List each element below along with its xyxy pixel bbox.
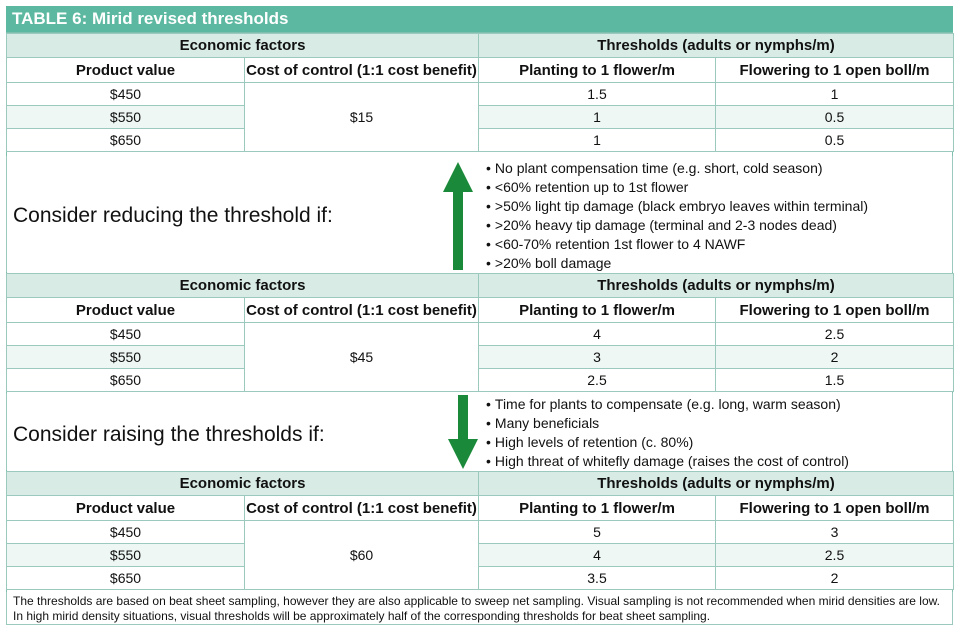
cost-of-control-header: Cost of control (1:1 cost benefit)	[245, 298, 479, 323]
raise-conditions-list	[486, 395, 849, 471]
list-item: • Time for plants to compensate (e.g. long, warm season)	[486, 395, 849, 414]
table-footnote: The thresholds are based on beat sheet sampling, however they are also applicable to sweep net sampling. Visual sampling is not recommended when mirid densities are low. In high mirid density situations, visual thresholds will be approximately half of the corresponding thresholds for beat sheet sampling.	[6, 592, 953, 625]
flowering-header: Flowering to 1 open boll/m	[716, 58, 954, 83]
threshold-table-2	[6, 273, 954, 392]
planting-threshold-cell: 1	[479, 129, 716, 152]
product-value-cell: $450	[7, 521, 245, 544]
list-item: • >20% heavy tip damage (terminal and 2-3 nodes dead)	[486, 216, 868, 235]
cost-of-control-header: Cost of control (1:1 cost benefit)	[245, 58, 479, 83]
product-value-cell: $550	[7, 346, 245, 369]
raise-threshold-label: Consider raising the thresholds if:	[13, 423, 325, 446]
cost-of-control-header: Cost of control (1:1 cost benefit)	[245, 496, 479, 521]
planting-threshold-cell: 3.5	[479, 567, 716, 590]
list-item: • >50% light tip damage (black embryo leaves within terminal)	[486, 197, 868, 216]
flowering-threshold-cell: 1	[716, 83, 954, 106]
product-value-header: Product value	[7, 58, 245, 83]
planting-threshold-cell: 4	[479, 323, 716, 346]
flowering-threshold-cell: 0.5	[716, 106, 954, 129]
product-value-header: Product value	[7, 298, 245, 323]
planting-threshold-cell: 3	[479, 346, 716, 369]
list-item: • <60-70% retention 1st flower to 4 NAWF	[486, 235, 868, 254]
list-item: • No plant compensation time (e.g. short, cold season)	[486, 159, 868, 178]
thresholds-header: Thresholds (adults or nymphs/m)	[479, 34, 954, 58]
planting-threshold-cell: 2.5	[479, 369, 716, 392]
thresholds-header: Thresholds (adults or nymphs/m)	[479, 472, 954, 496]
thresholds-header: Thresholds (adults or nymphs/m)	[479, 274, 954, 298]
threshold-table-3	[6, 471, 954, 590]
table-title-text: Mirid revised thresholds	[91, 9, 289, 28]
product-value-cell: $550	[7, 106, 245, 129]
arrow-up-icon	[443, 162, 473, 270]
product-value-header: Product value	[7, 496, 245, 521]
planting-threshold-cell: 1	[479, 106, 716, 129]
product-value-cell: $650	[7, 567, 245, 590]
flowering-threshold-cell: 1.5	[716, 369, 954, 392]
threshold-table-1	[6, 33, 954, 152]
raise-threshold-guidance	[6, 393, 953, 470]
product-value-cell: $450	[7, 323, 245, 346]
product-value-cell: $650	[7, 369, 245, 392]
planting-header: Planting to 1 flower/m	[479, 298, 716, 323]
economic-factors-header: Economic factors	[7, 472, 479, 496]
list-item: • Many beneficials	[486, 414, 849, 433]
product-value-cell: $450	[7, 83, 245, 106]
flowering-header: Flowering to 1 open boll/m	[716, 298, 954, 323]
list-item: • High threat of whitefly damage (raises the cost of control)	[486, 452, 849, 471]
flowering-threshold-cell: 2.5	[716, 544, 954, 567]
cost-of-control-cell: $60	[245, 521, 479, 590]
list-item: • <60% retention up to 1st flower	[486, 178, 868, 197]
cost-of-control-cell: $45	[245, 323, 479, 392]
reduce-threshold-label: Consider reducing the threshold if:	[13, 204, 333, 227]
economic-factors-header: Economic factors	[7, 34, 479, 58]
product-value-cell: $550	[7, 544, 245, 567]
planting-header: Planting to 1 flower/m	[479, 58, 716, 83]
list-item: • >20% boll damage	[486, 254, 868, 273]
flowering-threshold-cell: 2.5	[716, 323, 954, 346]
table-title	[6, 6, 953, 32]
planting-threshold-cell: 5	[479, 521, 716, 544]
flowering-header: Flowering to 1 open boll/m	[716, 496, 954, 521]
list-item: • High levels of retention (c. 80%)	[486, 433, 849, 452]
arrow-down-icon	[448, 395, 478, 469]
cost-of-control-cell: $15	[245, 83, 479, 152]
planting-threshold-cell: 4	[479, 544, 716, 567]
reduce-threshold-guidance	[6, 156, 953, 272]
flowering-threshold-cell: 0.5	[716, 129, 954, 152]
flowering-threshold-cell: 2	[716, 567, 954, 590]
product-value-cell: $650	[7, 129, 245, 152]
planting-threshold-cell: 1.5	[479, 83, 716, 106]
planting-header: Planting to 1 flower/m	[479, 496, 716, 521]
economic-factors-header: Economic factors	[7, 274, 479, 298]
table-number: TABLE 6:	[12, 9, 88, 28]
reduce-conditions-list	[486, 159, 868, 273]
flowering-threshold-cell: 2	[716, 346, 954, 369]
flowering-threshold-cell: 3	[716, 521, 954, 544]
